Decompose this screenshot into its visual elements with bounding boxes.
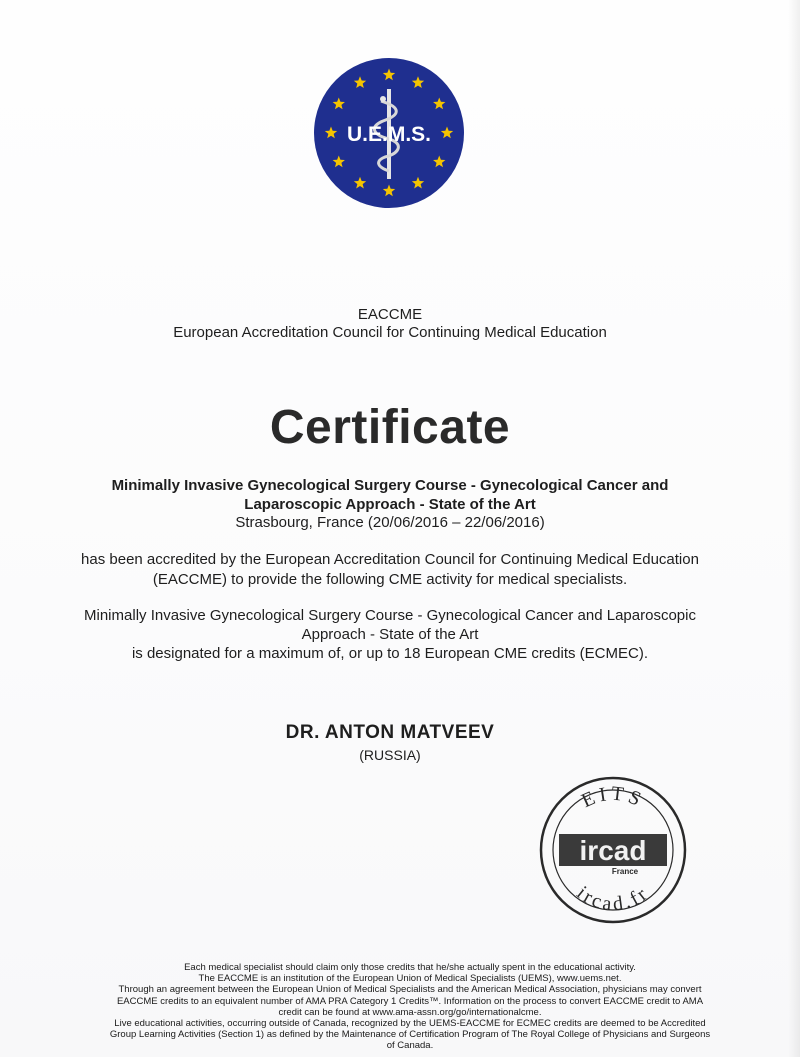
stamp-sub-text: France	[611, 867, 639, 876]
accreditation-statement	[40, 550, 740, 590]
footer-line: The EACCME is an institution of the European Union of Medical Specialists (UEMS), www.uems.net.	[198, 973, 622, 985]
org-abbreviation: EACCME	[357, 306, 423, 323]
recipient-country: (RUSSIA)	[359, 747, 421, 763]
footer-line: EACCME credits to an equivalent number of AMA PRA Category 1 Credits™. Information on the process to convert EACCME credit to AMA	[116, 995, 704, 1007]
stamp-middle-text: ircad	[579, 835, 647, 866]
scan-edge-shadow	[788, 0, 800, 1057]
accreditation-line: (EACCME) to provide the following CME activity for medical specialists.	[152, 571, 628, 588]
footer-line: Group Learning Activities (Section 1) as defined by the Maintenance of Certification Program of The Royal College of Physicians and Surgeons	[109, 1029, 711, 1041]
activity-line: Approach - State of the Art	[301, 626, 479, 643]
course-title-line: Laparoscopic Approach - State of the Art	[244, 496, 536, 513]
course-title-line: Minimally Invasive Gynecological Surgery Course - Gynecological Cancer and	[111, 477, 669, 494]
stamp-bottom-text: ircad.fr	[572, 881, 654, 916]
credits-line: is designated for a maximum of, or up to 18 European CME credits (ECMEC).	[131, 645, 649, 662]
activity-statement	[40, 606, 740, 663]
stamp-top-text: EITS	[578, 782, 648, 813]
footer-notes	[40, 962, 780, 1052]
footer-line: Live educational activities, occurring outside of Canada, recognized by the UEMS-EACCME for ECMEC credits are deemed to be Accredited	[114, 1018, 706, 1030]
activity-line: Minimally Invasive Gynecological Surgery Course - Gynecological Cancer and Laparoscopic	[84, 607, 696, 624]
accreditation-line: has been accredited by the European Accreditation Council for Continuing Medical Education	[81, 551, 699, 568]
recipient-name: DR. ANTON MATVEEV	[285, 722, 495, 743]
logo-text: U.E.M.S.	[346, 123, 432, 146]
footer-line: Through an agreement between the European Union of Medical Specialists and the American Medical Association, physicians may convert	[118, 984, 702, 996]
footer-line: of Canada.	[386, 1040, 434, 1052]
footer-line: Each medical specialist should claim only those credits that he/she actually spent in the educational activity.	[184, 962, 636, 973]
org-full-name: European Accreditation Council for Continuing Medical Education	[173, 324, 607, 341]
footer-line: credit can be found at www.ama-assn.org/go/internationalcme.	[278, 1006, 542, 1018]
course-title	[40, 476, 740, 514]
ircad-stamp	[537, 776, 689, 924]
uems-logo	[313, 57, 465, 209]
course-location-dates: Strasbourg, France (20/06/2016 – 22/06/2016)	[235, 514, 545, 531]
certificate-title: Certificate	[269, 401, 511, 454]
